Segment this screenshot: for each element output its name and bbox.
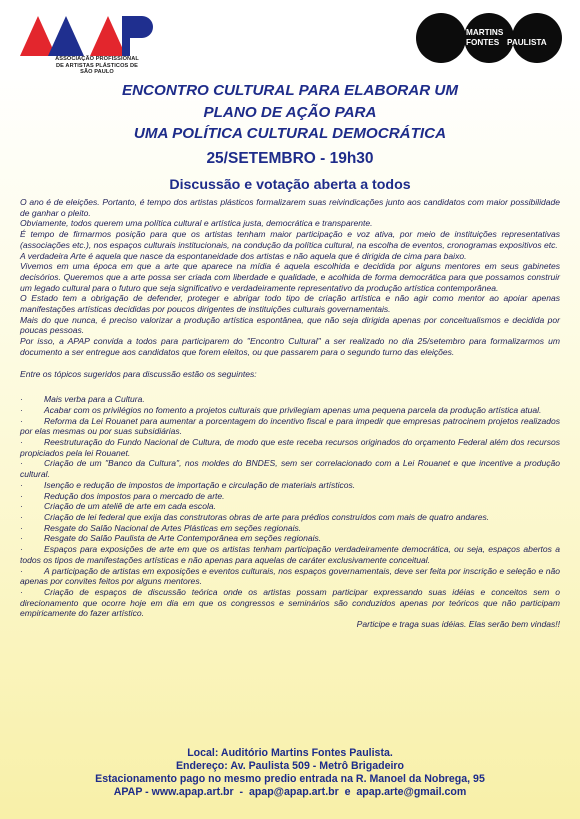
title-line: ENCONTRO CULTURAL PARA ELABORAR UM xyxy=(121,82,459,99)
bullet: · xyxy=(20,586,23,597)
list-item xyxy=(20,416,560,437)
partner-circle xyxy=(416,13,466,63)
partner-name: MARTINS FONTES xyxy=(466,28,504,47)
list-item xyxy=(20,544,560,565)
parking-line: Estacionamento pago no mesmo predio entrada na R. Manoel da Nobrega, 95 xyxy=(95,773,485,786)
paragraph: Vivemos em uma época em que a arte que aparece na mídia é aquela escolhida e decidida por alguns mentores em seus gabinetes decisórios. Queremos que a arte possa ser criada com liberdade e qualidade, e acolhida de forma democrática para que possamos construir um legado cultural para o futuro que seja significativo e verdadeiramente representativo da produção artística contemporânea. xyxy=(20,261,560,293)
paragraph: É tempo de firmarmos posição para que os artistas tenham maior participação e voz ativa, por meio de instituições representativas (associações etc.), nos espaços culturais institucionais, na condução da política cultural, na escolha de eventos, cronogramas expositivos etc. xyxy=(20,229,560,250)
contact-line[interactable]: APAP - www.apap.art.br - apap@apap.art.br e apap.arte@gmail.com xyxy=(113,786,467,799)
list-item-text: Resgate do Salão Paulista de Arte Contemporânea em seções regionais. xyxy=(44,533,322,544)
list-item xyxy=(20,394,560,405)
title-line: UMA POLÍTICA CULTURAL DEMOCRÁTICA xyxy=(133,125,447,142)
event-date: 25/SETEMBRO - 19h30 xyxy=(206,150,374,167)
list-item-text: A participação de artistas em exposições e eventos culturais, nos espaços governamentais, deve ser feita por inscrição e seleção e não apenas por convites feitos por alguns mentores. xyxy=(20,565,560,587)
paragraph: O ano é de eleições. Portanto, é tempo dos artistas plásticos formalizarem suas reivindicações junto aos candidatos com maior possibilidade de ganhar o pleito. xyxy=(20,197,560,218)
list-item-text: Criação de um "Banco da Cultura", nos moldes do BNDES, sem ser correlacionado com a Lei Rouanet e que incentive a produção cultural. xyxy=(20,458,560,480)
bullet: · xyxy=(20,511,23,522)
logo-caption: ASSOCIAÇÃO PROFISSIONAL DE ARTISTAS PLÁSTICOS DE SÃO PAULO xyxy=(55,56,139,76)
bullet: · xyxy=(20,501,23,512)
list-item-text: Reestruturação do Fundo Nacional de Cultura, de modo que este receba recursos originados do orçamento Federal além dos recursos propiciados pela lei Rouanet. xyxy=(20,437,560,458)
list-item xyxy=(20,523,560,534)
logo-triangle-red-2 xyxy=(90,16,126,56)
list-item xyxy=(20,587,560,619)
list-item xyxy=(20,480,560,491)
list-item-text: Criação de espaços de discussão teórica onde os artistas possam participar expressando suas idéias e conceitos sem o direcionamento que ocorre hoje em dia em que os congressos e seminários são conduzidos apenas por teóricos que não participam empiricamente do fazer artístico. xyxy=(20,586,560,619)
bullet: · xyxy=(20,490,23,501)
logo-triangle-blue xyxy=(48,16,84,56)
body-text xyxy=(20,197,560,630)
list-item xyxy=(20,458,560,479)
list-item xyxy=(20,566,560,587)
page-title xyxy=(0,80,580,145)
paragraph: A verdadeira Arte é aquela que nasce da espontaneidade dos artistas e não aquela que é dirigida de cima para baixo. xyxy=(20,250,467,261)
paragraph: Por isso, a APAP convida a todos para participarem do "Encontro Cultural" a ser realizado no dia 25/setembro para formalizarmos um documento a ser entregue aos candidatos que forem eleitos, ou que passarem para o segundo turno das eleições. xyxy=(20,336,560,357)
event-footer xyxy=(0,747,580,799)
partner-name-line2: PAULISTA xyxy=(507,38,547,47)
partner-logo xyxy=(416,11,562,65)
list-item xyxy=(20,501,560,512)
closing-note: Participe e traga suas idéias. Elas serão bem vindas!! xyxy=(356,619,560,630)
paragraph: Mais do que nunca, é preciso valorizar a produção artística espontânea, que não seja dirigida apenas por conceitualismos e decidida por poucas pessoas. xyxy=(20,314,560,336)
logo-triangle-red xyxy=(20,16,56,56)
title-line: PLANO DE AÇÃO PARA xyxy=(203,103,377,121)
list-item-text: Acabar com os privilégios no fomento a projetos culturais que privilegiam apenas uma pequena parcela da produção artística atual. xyxy=(44,404,542,415)
logo-bar xyxy=(122,16,130,56)
list-item-text: Criação de lei federal que exija das construtoras obras de arte para prédios construídos com mais de quatro andares. xyxy=(44,511,490,522)
list-item-text: Espaços para exposições de arte em que os artistas tenham participação verdadeiramente democrática, ou seja, espaços abertos a todos os tipos de manifestações artísticas e não apenas para aquelas de caráter exclusivamente conceitual. xyxy=(20,544,560,565)
paragraph: Obviamente, todos querem uma política cultural e artística justa, democrática e transparente. xyxy=(20,218,373,229)
list-item-text: Redução dos impostos para o mercado de arte. xyxy=(44,490,225,501)
list-item xyxy=(20,405,560,416)
logo-bowl xyxy=(130,16,153,38)
bullet: · xyxy=(20,522,23,533)
list-item-text: Reforma da Lei Rouanet para aumentar a porcentagem do incentivo fiscal e para impedir que empresas patrocinem projetos realizados por elas mesmas ou por suas subsidiárias. xyxy=(20,415,560,437)
list-item-text: Resgate do Salão Nacional de Artes Plásticas em seções regionais. xyxy=(44,522,302,533)
list-item xyxy=(20,533,560,544)
bullet: · xyxy=(20,565,23,576)
list-item-text: Criação de um ateliê de arte em cada escola. xyxy=(44,501,216,512)
event-subtitle: Discussão e votação aberta a todos xyxy=(169,177,411,193)
list-item-text: Isenção e redução de impostos de importação e circulação de materiais artísticos. xyxy=(44,479,356,490)
list-item xyxy=(20,437,560,458)
location-line: Local: Auditório Martins Fontes Paulista. xyxy=(187,747,393,759)
topics-list xyxy=(20,394,560,619)
list-item xyxy=(20,491,560,502)
bullet: · xyxy=(20,437,23,448)
bullet: · xyxy=(20,544,23,555)
bullet: · xyxy=(20,404,23,415)
bullet: · xyxy=(20,394,23,405)
topics-intro: Entre os tópicos sugeridos para discussão estão os seguintes: xyxy=(20,368,257,379)
bullet: · xyxy=(20,458,23,469)
bullet: · xyxy=(20,533,23,544)
list-item-text: Mais verba para a Cultura. xyxy=(44,394,145,405)
bullet: · xyxy=(20,479,23,490)
bullet: · xyxy=(20,415,23,426)
address-line: Endereço: Av. Paulista 509 - Metrô Brigadeiro xyxy=(175,760,405,773)
paragraph: O Estado tem a obrigação de defender, proteger e abrigar todo tipo de criação artística e não agir como mentor ao apoiar apenas manifestações artísticas decididas por poucos dirigentes de instituições culturais governamentais. xyxy=(20,293,560,315)
list-item xyxy=(20,512,560,523)
